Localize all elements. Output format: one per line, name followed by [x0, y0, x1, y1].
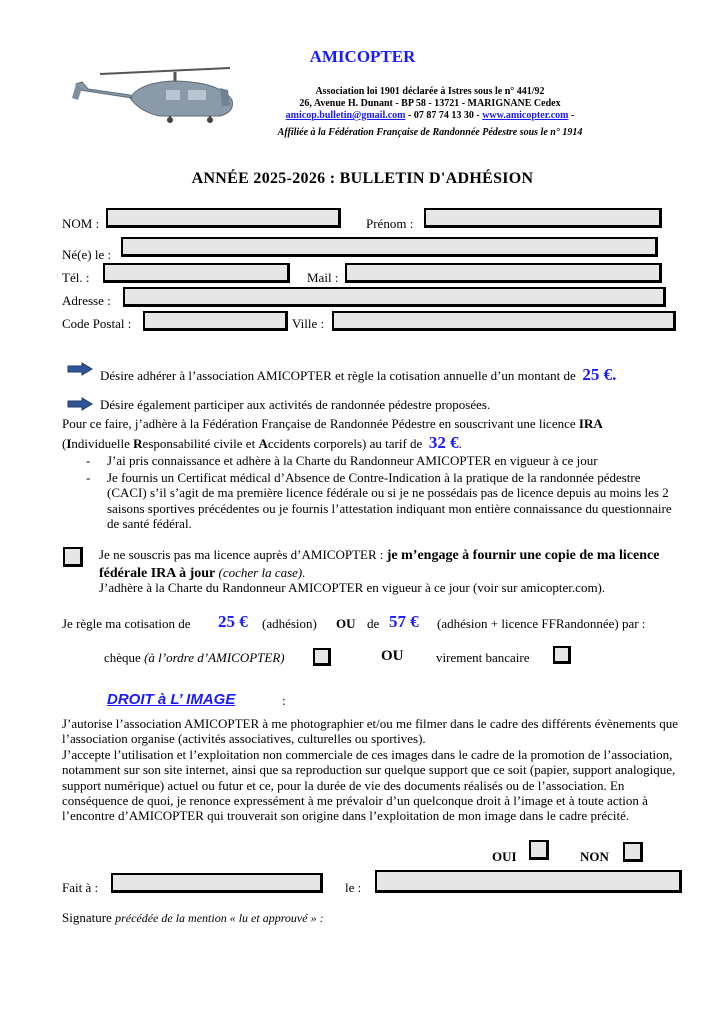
price-32: 32 €: [428, 433, 459, 452]
mail-label: Mail :: [307, 270, 339, 285]
cheque-label: chèque (à l’ordre d’AMICOPTER): [104, 650, 285, 665]
contact-line: amicop.bulletin@gmail.com - 07 87 74 13 30 - www.amicopter.com -: [285, 110, 575, 121]
adhesion-line: Désire adhérer à l’association AMICOPTER et règle la cotisation annuelle d’un montant de 25 €.: [100, 365, 617, 384]
bullet-charte: J’ai pris connaissance et adhère à la Charte du Randonneur AMICOPTER en vigueur à ce jour: [107, 453, 598, 468]
optout-checkbox[interactable]: [63, 547, 83, 567]
optout-charte: J’adhère à la Charte du Randonneur AMICOPTER en vigueur à ce jour (voir sur amicopter.com).: [99, 580, 606, 595]
adresse-input[interactable]: [123, 287, 666, 307]
association-line: Association loi 1901 déclarée à Istres sous le n° 441/92: [315, 86, 545, 97]
affiliation: Affiliée à la Fédération Française de Randonnée Pédestre sous le n° 1914: [277, 127, 583, 138]
helicopter-logo: [70, 62, 250, 134]
price-25: 25 €: [582, 365, 613, 384]
phone: 07 87 74 13 30: [413, 110, 474, 121]
cp-label: Code Postal :: [62, 316, 132, 331]
postal-code-input[interactable]: [143, 311, 288, 331]
adresse-label: Adresse :: [62, 293, 111, 308]
ne-label: Né(e) le :: [62, 247, 112, 262]
ville-input[interactable]: [332, 311, 676, 331]
header-title: AMICOPTER: [309, 47, 416, 66]
oui-checkbox[interactable]: [529, 840, 549, 860]
prenom-label: Prénom :: [366, 216, 414, 231]
address-line: 26, Avenue H. Dunant - BP 58 - 13721 - MARIGNANE Cedex: [299, 98, 561, 109]
nom-input[interactable]: [106, 208, 341, 228]
image-rights-title: DROIT à L’ IMAGE: [107, 691, 236, 708]
arrow-right-icon: [67, 362, 93, 376]
ira-line: (Individuelle Responsabilité civile et Accidents corporels) au tarif de 32 €.: [62, 433, 462, 452]
virement-checkbox[interactable]: [553, 646, 571, 664]
image-rights-p1: J’autorise l’association AMICOPTER à me photographier et/ou me filmer dans le cadre des différents évènements que l’association organise (activités associatives, culturelles ou sportives).: [62, 716, 678, 747]
randonnee-line: Désire également participer aux activités de randonnée pédestre proposées.: [100, 397, 491, 412]
ffrp-line: Pour ce faire, j’adhère à la Fédération Française de Randonnée Pédestre en souscrivant une licence IRA: [62, 416, 603, 431]
email-link[interactable]: amicop.bulletin@gmail.com: [285, 110, 406, 121]
le-label: le :: [345, 880, 362, 895]
signature-label: Signature précédée de la mention « lu et approuvé » :: [62, 910, 324, 925]
form-heading: ANNÉE 2025-2026 : BULLETIN D'ADHÉSION: [191, 170, 534, 187]
price-25-payment: 25 €: [218, 612, 248, 631]
arrow-right-icon: [67, 397, 93, 411]
prenom-input[interactable]: [424, 208, 662, 228]
birthdate-input[interactable]: [121, 237, 658, 257]
nom-label: NOM :: [62, 216, 100, 231]
date-input[interactable]: [375, 870, 682, 893]
price-57: 57 €: [389, 612, 419, 631]
non-checkbox[interactable]: [623, 842, 643, 862]
tel-input[interactable]: [103, 263, 290, 283]
mail-input[interactable]: [345, 263, 662, 283]
ville-label: Ville :: [292, 316, 325, 331]
virement-label: virement bancaire: [436, 650, 530, 665]
fait-input[interactable]: [111, 873, 323, 893]
website-link[interactable]: www.amicopter.com: [482, 110, 569, 121]
cheque-checkbox[interactable]: [313, 648, 331, 666]
bullet-caci: Je fournis un Certificat médical d’Absence de Contre-Indication à la pratique de la randonnée pédestre (CACI) s’il s’agit de ma première licence fédérale ou si je ne possédais pas de licence depuis au moins les 2 saisons sportives précédentes ou je fournis l’attestation indiquant mon entière connaissance du questionnaire de santé fédéral.: [107, 470, 672, 531]
fait-label: Fait à :: [62, 880, 99, 895]
payment-intro: Je règle ma cotisation de: [62, 616, 191, 631]
tel-label: Tél. :: [62, 270, 90, 285]
optout-text: Je ne souscris pas ma licence auprès d’AMICOPTER : je m’engage à fournir une copie de ma licence fédérale IRA à jour (cocher la case).: [99, 547, 660, 581]
image-rights-p2: J’accepte l’utilisation et l’exploitation non commerciale de ces images dans le cadre de la promotion de l’association, notamment sur son site internet, ainsi que sa reproduction sur quelque support que ce soit (papier, support analogique, support numérique) actuel ou futur et ce, pour la durée de vie des documents réalisés ou de l’association. En conséquence de quoi, je renonce expressément à me prévaloir d’un quelconque droit à l’image et à toute action à l’encontre d’AMICOPTER qui trouverait son origine dans l’exploitation de mon image dans le cadre précité.: [62, 747, 676, 824]
